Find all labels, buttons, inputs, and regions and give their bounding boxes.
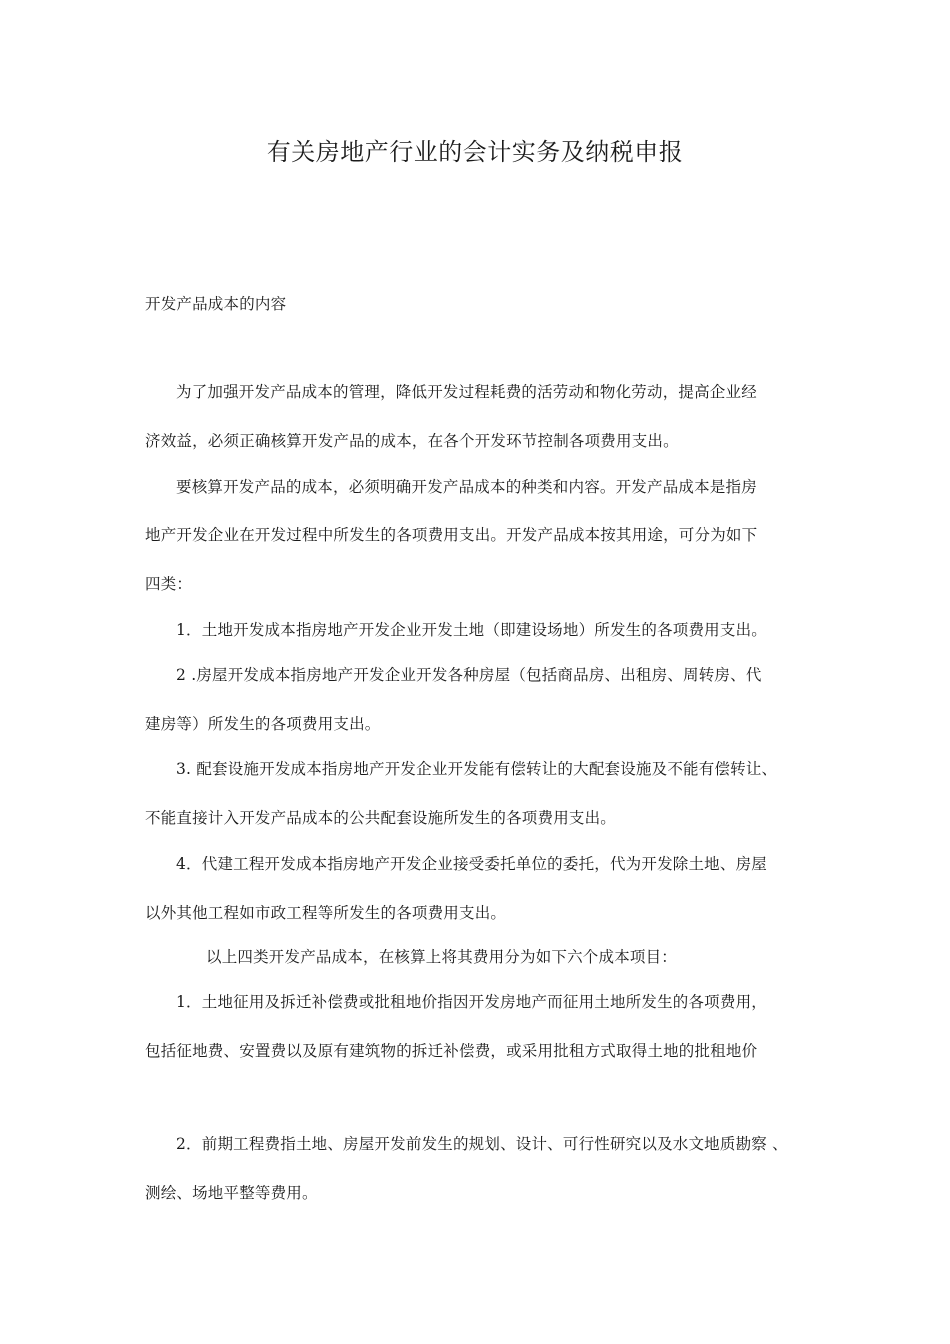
paragraph-line: 测绘、场地平整等费用。 [145,1184,318,1202]
paragraph-line: 以外其他工程如市政工程等所发生的各项费用支出。 [145,904,507,922]
paragraph-line: 以上四类开发产品成本，在核算上将其费用分为如下六个成本项目： [206,948,678,966]
paragraph-line: 四类： [145,575,193,593]
document-title: 有关房地产行业的会计实务及纳税申报 [266,138,684,166]
list-item-line: 3. 配套设施开发成本指房地产开发企业开发能有偿转让的大配套设施及不能有偿转让、 [176,760,778,778]
list-item-line: 2 .房屋开发成本指房地产开发企业开发各种房屋（包括商品房、出租房、周转房、代 [176,666,762,684]
list-item-line: 4．代建工程开发成本指房地产开发企业接受委托单位的委托，代为开发除土地、房屋 [176,855,767,873]
section-heading: 开发产品成本的内容 [145,295,287,313]
paragraph-line: 包括征地费、安置费以及原有建筑物的拆迁补偿费，或采用批租方式取得土地的批租地价 [145,1042,758,1060]
paragraph-line: 要核算开发产品的成本，必须明确开发产品成本的种类和内容。开发产品成本是指房 [176,478,757,496]
paragraph-line: 为了加强开发产品成本的管理，降低开发过程耗费的活劳动和物化劳动，提高企业经 [176,383,757,401]
paragraph-line: 济效益，必须正确核算开发产品的成本，在各个开发环节控制各项费用支出。 [145,432,679,450]
paragraph-line: 不能直接计入开发产品成本的公共配套设施所发生的各项费用支出。 [145,809,617,827]
list-item-line: 1．土地征用及拆迁补偿费或批租地价指因开发房地产而征用土地所发生的各项费用， [176,993,767,1011]
paragraph-line: 建房等）所发生的各项费用支出。 [145,715,381,733]
list-item-line: 1．土地开发成本指房地产开发企业开发土地（即建设场地）所发生的各项费用支出。 [176,621,767,639]
paragraph-line: 地产开发企业在开发过程中所发生的各项费用支出。开发产品成本按其用途，可分为如下 [145,526,758,544]
list-item-line: 2．前期工程费指土地、房屋开发前发生的规划、设计、可行性研究以及水文地质勘察 、 [176,1135,788,1153]
